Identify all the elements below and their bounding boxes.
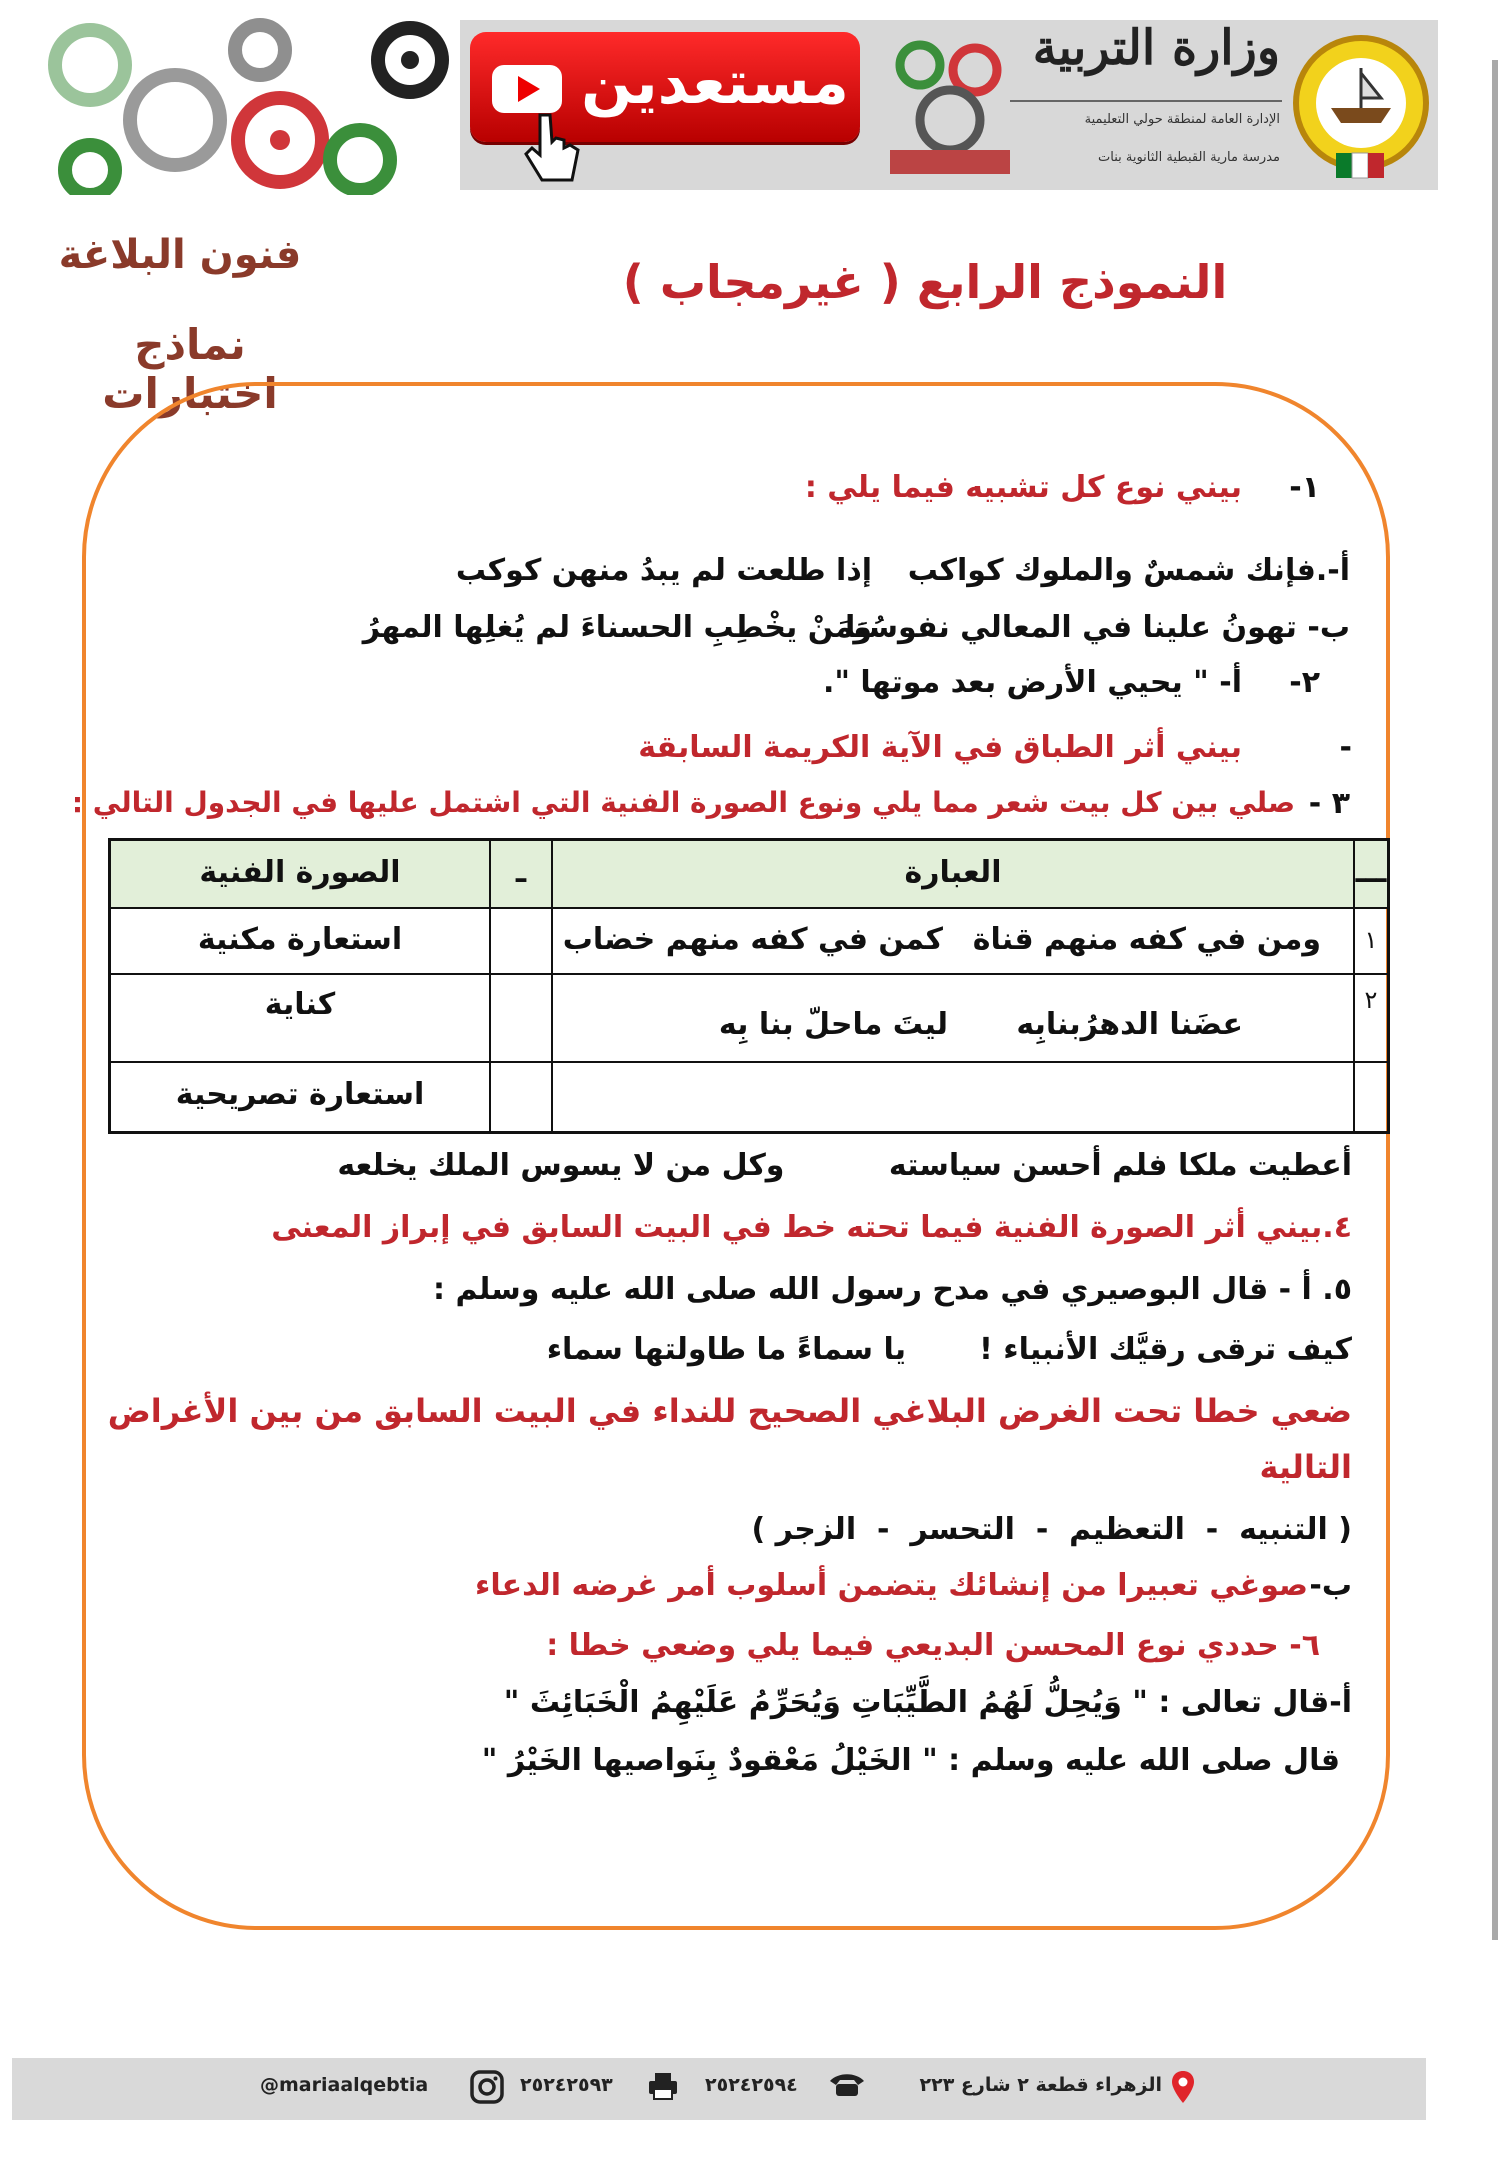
fax-icon — [648, 2072, 678, 2100]
ministry-subtitle-2: مدرسة مارية القبطية الثانوية بنات — [1098, 150, 1280, 165]
table-row — [551, 909, 1353, 975]
kuwait-emblem-icon — [1286, 28, 1436, 188]
phone-icon — [828, 2072, 866, 2098]
table-header: ـــ — [1353, 841, 1387, 909]
footer-instagram[interactable]: @mariaalqebtia — [260, 2074, 429, 2096]
table-header: ـ — [489, 841, 551, 909]
table-blank-cell[interactable] — [489, 975, 551, 1063]
table-blank-cell[interactable] — [489, 909, 551, 975]
table-cell-num: ٢ — [1353, 975, 1387, 1063]
instagram-icon — [470, 2070, 504, 2104]
table-cell-phrase: ليتَ ماحلّ بنا بِه — [718, 1007, 948, 1042]
table-cell-phrase — [551, 1063, 1353, 1131]
exams-title: نماذج اختبارات — [102, 320, 278, 418]
q1-b-verse-2: وَمَنْ يخْطِبِ الحسناءَ لم يُغلِها المهرُ — [362, 610, 872, 645]
footer-phone: ٢٥٢٤٢٥٩٤ — [705, 2074, 798, 2096]
location-pin-icon — [1170, 2070, 1196, 2104]
q5-task-line-2: التالية — [1259, 1448, 1352, 1486]
q3-extra-verse: أعطيت ملكا فلم أحسن سياسته وكل من لا يسوس الملك يخلعه — [337, 1148, 1352, 1183]
gears-decoration-icon — [30, 10, 450, 195]
ministry-title: وزارة التربية — [1032, 20, 1280, 76]
model-title: النموذج الرابع ( غيرمجاب ) — [622, 255, 1228, 309]
q5-options: ( التنبيه - التعظيم - التحسر - الزجر ) — [751, 1512, 1352, 1547]
table-blank-cell[interactable] — [489, 1063, 551, 1131]
q3-text: صلي بين كل بيت شعر مما يلي ونوع الصورة الفنية التي اشتمل عليها في الجدول التالي : — [71, 786, 1295, 819]
q5-task-line-1: ضعي خطا تحت الغرض البلاغي الصحيح للنداء في البيت السابق من بين الأغراض — [107, 1392, 1352, 1430]
ministry-gears-icon — [880, 30, 1020, 180]
table-cell-num — [1353, 1063, 1387, 1131]
q6-text: ٦- حددي نوع المحسن البديعي فيما يلي وضعي خطا : — [546, 1628, 1320, 1663]
play-triangle-icon — [518, 76, 540, 102]
q1-a-verse-1: أ-.فإنك شمسٌ والملوك كواكب — [907, 553, 1350, 588]
q1-number: ١- — [1289, 470, 1320, 505]
q2-number: ٢- — [1289, 665, 1320, 700]
table-header: الصورة الفنية — [111, 841, 489, 909]
q1-a-verse-2: إذا طلعت لم يبدُ منهن كوكب — [455, 553, 872, 588]
channel-label: مستعدين — [581, 48, 849, 118]
ministry-divider — [1010, 100, 1282, 102]
matching-table — [108, 838, 1390, 1134]
table-cell-phrase: عضَنا الدهرُبنابِه — [1016, 1007, 1243, 1042]
hand-cursor-icon — [520, 110, 590, 190]
q1-text: بيني نوع كل تشبيه فيما يلي : — [804, 470, 1242, 505]
q5-verse: كيف ترقى رقيَّك الأنبياء ! يا سماءً ما طاولتها سماء — [546, 1332, 1352, 1367]
table-row — [551, 975, 1353, 1063]
table-header: العبارة — [551, 841, 1353, 909]
table-cell-phrase: كمن في كفه منهم خضاب — [562, 922, 943, 957]
ministry-subtitle-1: الإدارة العامة لمنطقة حولي التعليمية — [1084, 112, 1280, 127]
subject-title: فنون البلاغة — [58, 232, 302, 278]
q6-b-text: قال صلى الله عليه وسلم : " الخَيْلُ مَعْقودٌ بِنَواصيها الخَيْرُ " — [481, 1743, 1340, 1778]
q4-text: ٤.بيني أثر الصورة الفنية فيما تحته خط في البيت السابق في إبراز المعنى — [271, 1210, 1352, 1245]
table-cell-phrase: ومن في كفه منهم قناة — [972, 922, 1321, 957]
q1-b-verse-1: ب- تهونُ علينا في المعالي نفوسُنا — [845, 610, 1350, 645]
table-cell-image: كناية — [111, 975, 489, 1063]
q5-intro: ٥. أ - قال البوصيري في مدح رسول الله صلى الله عليه وسلم : — [433, 1272, 1352, 1307]
footer-fax: ٢٥٢٤٢٥٩٣ — [520, 2074, 613, 2096]
q5-b-prefix: ب- — [1309, 1568, 1352, 1603]
table-cell-num: ١ — [1353, 909, 1387, 975]
page-edge-stripe — [1492, 60, 1498, 1940]
table-cell-image: استعارة تصريحية — [175, 1077, 425, 1112]
q3-number: ٣ - — [1308, 786, 1350, 821]
table-cell-image: استعارة مكنية — [111, 909, 489, 975]
q2-dash: - — [1339, 730, 1352, 765]
q2-a-text: أ- " يحيي الأرض بعد موتها ". — [822, 665, 1242, 700]
q2-b-text: بيني أثر الطباق في الآية الكريمة السابقة — [638, 730, 1242, 765]
q6-a-text: أ-قال تعالى : " وَيُحِلُّ لَهُمُ الطَّيِّبَاتِ وَيُحَرِّمُ عَلَيْهِمُ الْخَبَائِثَ " — [503, 1685, 1352, 1720]
q5-b-text: صوغي تعبيرا من إنشائك يتضمن أسلوب أمر غرضه الدعاء — [475, 1568, 1308, 1603]
footer-address: الزهراء قطعة ٢ شارع ٢٢٣ — [919, 2074, 1162, 2096]
